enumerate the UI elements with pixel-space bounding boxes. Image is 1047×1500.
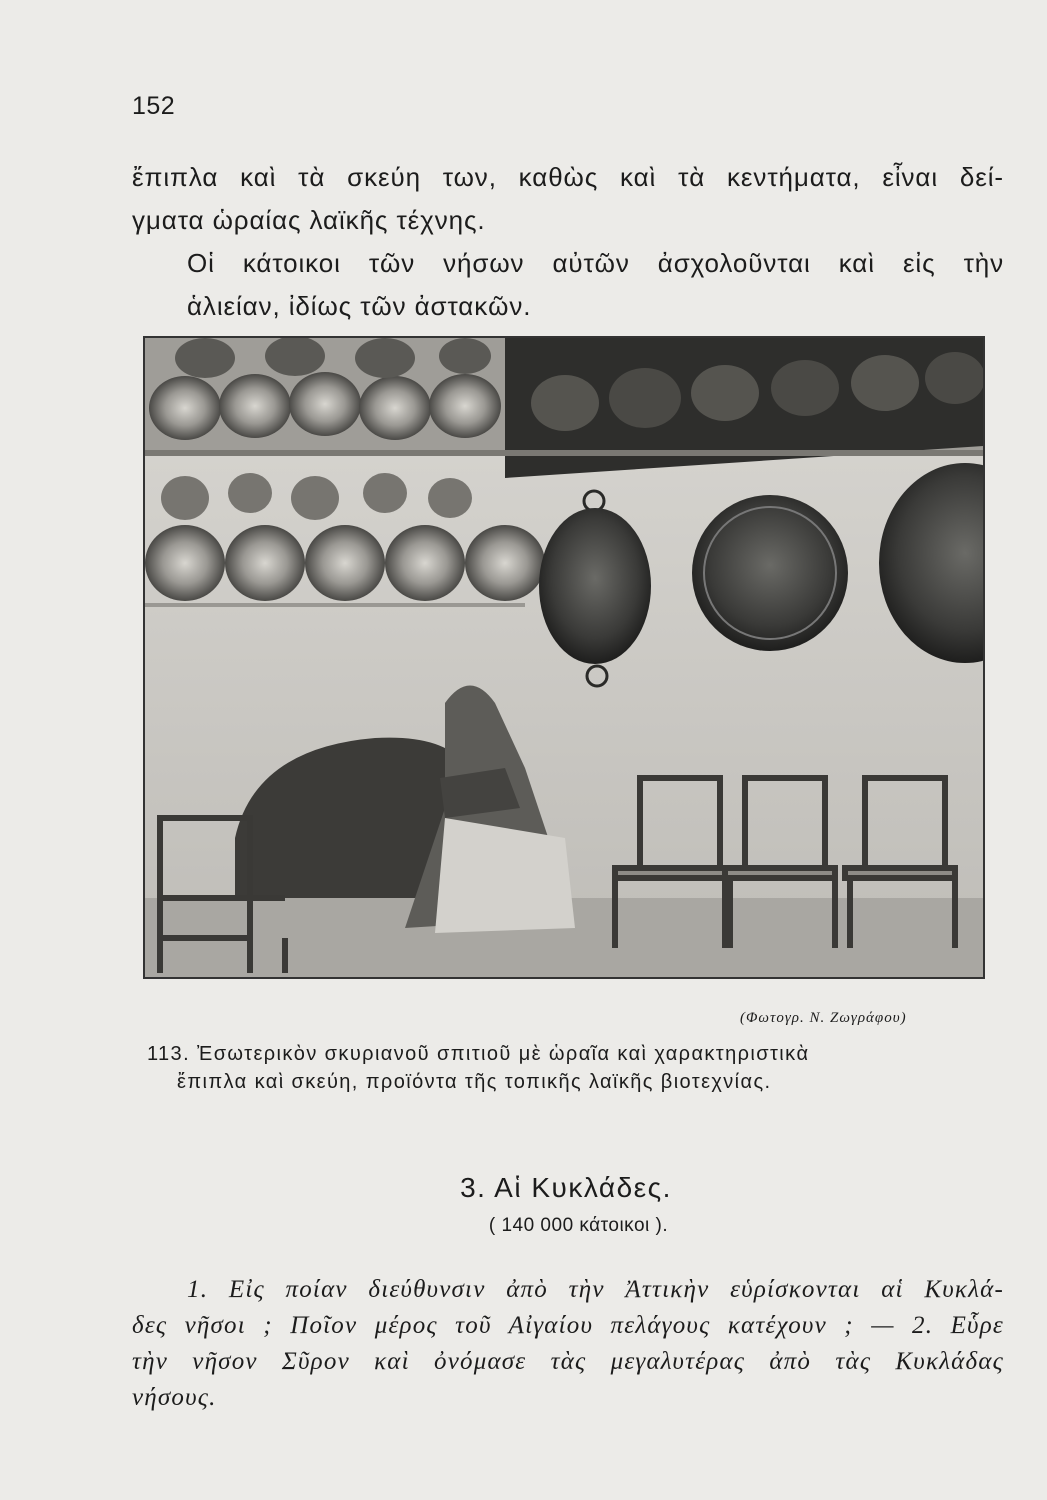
section-population-text: ( 140 000 κάτοικοι ). [488,1215,669,1236]
section-population [0,1215,1047,1237]
photo-credit: (Φωτογρ. Ν. Ζωγράφου) [740,1010,907,1026]
figure-caption-line-1: 113. Ἐσωτερικὸν σκυριανοῦ σπιτιοῦ μὲ ὡραῖα καὶ χαρακτηριστικὰ [147,1043,810,1065]
paragraph-1-line-1: ἔπιπλα καὶ τὰ σκεύη των, καθὼς καὶ τὰ κεντήματα, εἶναι δεί- [132,162,1004,192]
paragraph-1-line-2: γματα ὡραίας λαϊκῆς τέχνης. [132,205,486,235]
paragraph-2 [132,242,1004,328]
photo-illustration [145,338,983,977]
exercise-line-3: τὴν νῆσον Σῦρον καὶ ὀνόμασε τὰς μεγαλυτέρας ἀπὸ τὰς Κυκλάδας [132,1348,1004,1375]
exercise-questions [132,1272,1004,1416]
paragraph-1 [132,156,1004,242]
section-title-text: 3. Αἱ Κυκλάδες. [460,1172,672,1203]
paragraph-2-line-1: Οἱ κάτοικοι τῶν νήσων αὐτῶν ἀσχολοῦνται καὶ εἰς τὴν [187,248,1004,278]
figure-caption-line-2: ἔπιπλα καὶ σκεύη, προϊόντα τῆς τοπικῆς λαϊκῆς βιοτεχνίας. [177,1071,772,1093]
paragraph-2-line-2: ἁλιείαν, ἰδίως τῶν ἀστακῶν. [187,291,532,321]
exercise-line-2: δες νῆσοι ; Ποῖον μέρος τοῦ Αἰγαίου πελάγους κατέχουν ; — 2. Εὗρε [132,1312,1004,1339]
page-number: 152 [132,92,176,120]
exercise-line-1: 1. Εἰς ποίαν διεύθυνσιν ἀπὸ τὴν Ἀττικὴν εὑρίσκονται αἱ Κυκλά- [187,1276,1004,1303]
interior-photograph [143,336,985,979]
section-title [0,1172,1047,1204]
exercise-line-4: νήσους. [132,1384,217,1411]
figure-caption [147,1040,977,1096]
